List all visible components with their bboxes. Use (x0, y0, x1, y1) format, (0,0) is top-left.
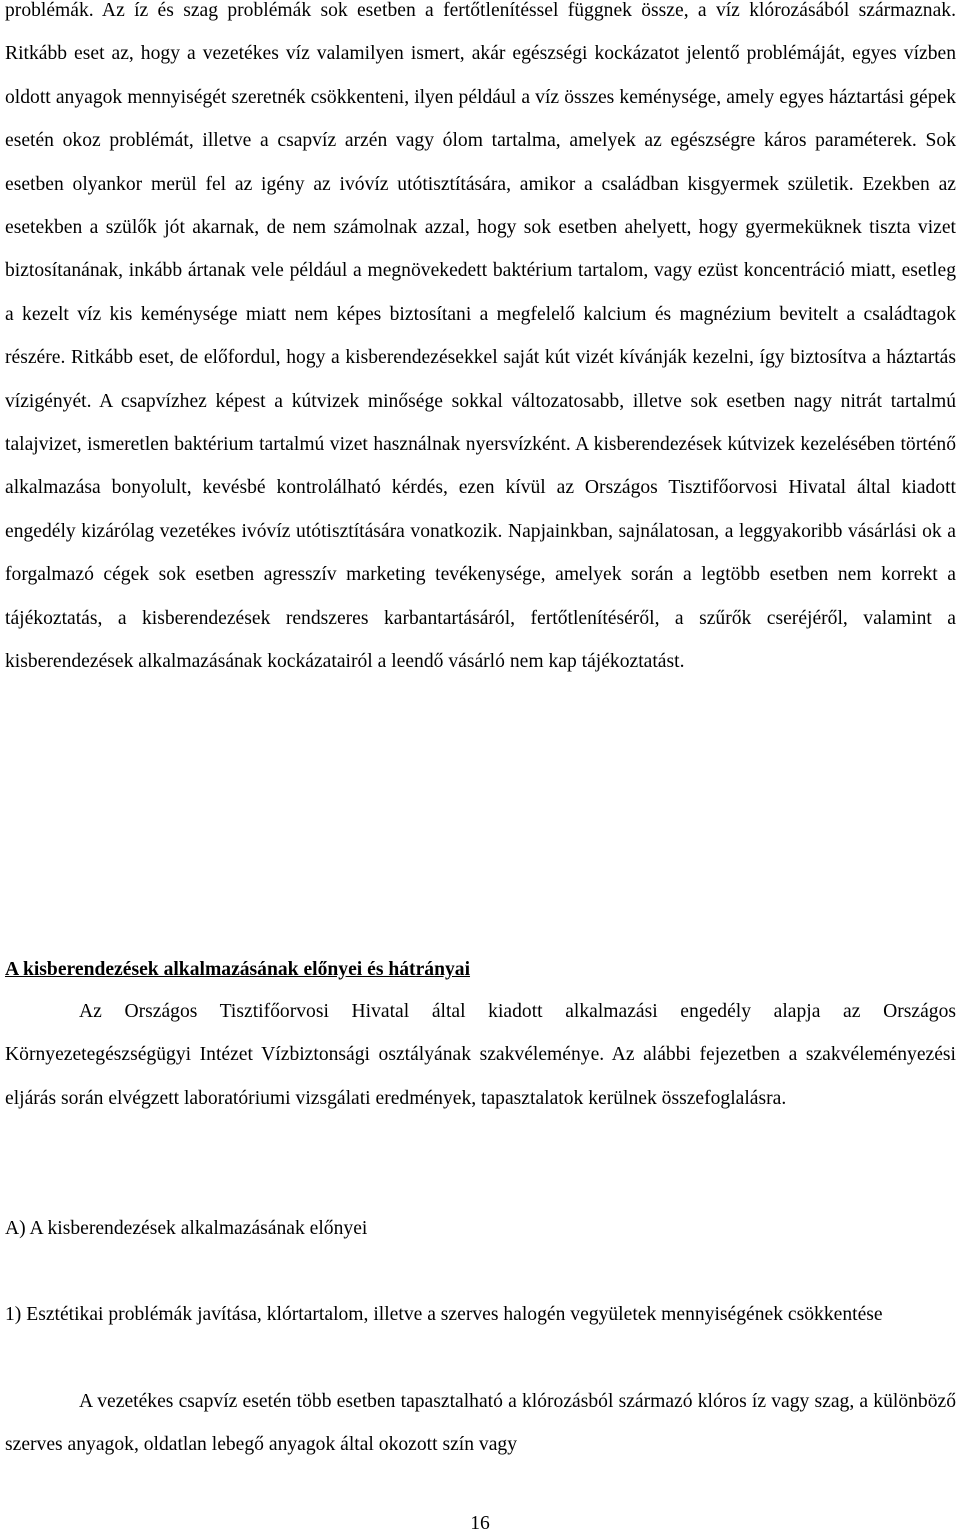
body-paragraph: problémák. Az íz és szag problémák sok esetben a fertőtlenítéssel függnek össze, a víz klórozásából származnak. Ritkább eset az, hogy a vezetékes víz valamilyen ismert, akár egészségi kockázatot jelentő problémáját, egyes vízben oldott anyagok mennyiségét szeretnék csökkenteni, ilyen például a víz összes keménysége, amely egyes háztartási gépek esetén okoz problémát, illetve a csapvíz arzén vagy ólom tartalma, amelyek az egészségre káros paraméterek. Sok esetben olyankor merül fel az igény az ivóvíz utótisztítására, amikor a családban kisgyermek születik. Ezekben az esetekben a szülők jót akarnak, de nem számolnak azzal, hogy sok esetben ahelyett, hogy gyermeküknek tiszta vizet biztosítanának, inkább ártanak vele például a megnövekedett baktérium tartalom, vagy ezüst koncentráció miatt, esetleg a kezelt víz kis keménysége miatt nem képes biztosítani a megfelelő kalcium és magnézium bevitelt a családtagok részére. Ritkább eset, de előfordul, hogy a kisberendezésekkel saját kút vizét kívánják kezelni, így biztosítva a háztartás vízigényét. A csapvízhez képest a kútvizek minősége sokkal változatosabb, illetve sok esetben nagy nitrát tartalmú talajvizet, ismeretlen baktérium tartalmú vizet használnak nyersvízként. A kisberendezések kútvizek kezelésében történő alkalmazása bonyolult, kevésbé kontrolálható kérdés, ezen kívül az Országos Tisztifőorvosi Hivatal által kiadott engedély kizárólag vezetékes ivóvíz utótisztítására vonatkozik. Napjainkban, sajnálatosan, a leggyakoribb vásárlási ok a forgalmazó cégek sok esetben agresszív marketing tevékenysége, amelyek során a legtöbb esetben nem korrekt a tájékoztatás, a kisberendezések rendszeres karbantartásáról, fertőtlenítéséről, a szűrők cseréjéről, valamint a kisberendezések alkalmazásának kockázatairól a leendő vásárló nem kap tájékoztatást. (5, 0, 956, 673)
page-number: 16 (470, 1513, 490, 1534)
section-intro-paragraph: Az Országos Tisztifőorvosi Hivatal által kiadott alkalmazási engedély alapja az Országos Környezetegészségügyi Intézet Vízbiztonsági osztályának szakvéleménye. Az alábbi fejezetben a szakvéleményezési eljárás során elvégzett laboratóriumi vizsgálati eredmények, tapasztalatok kerülnek összefoglalásra. (5, 1001, 956, 1109)
section-heading: A kisberendezések alkalmazásának előnyei és hátrányai (5, 959, 471, 980)
numbered-item-heading: 1) Esztétikai problémák javítása, klórtartalom, illetve a szerves halogén vegyületek mennyiségének csökkentése (5, 1304, 883, 1325)
item-paragraph: A vezetékes csapvíz esetén több esetben tapasztalható a klórozásból származó klóros íz vagy szag, a különböző szerves anyagok, oldatlan lebegő anyagok által okozott szín vagy (5, 1391, 956, 1456)
subsection-heading: A) A kisberendezések alkalmazásának előnyei (5, 1218, 368, 1239)
